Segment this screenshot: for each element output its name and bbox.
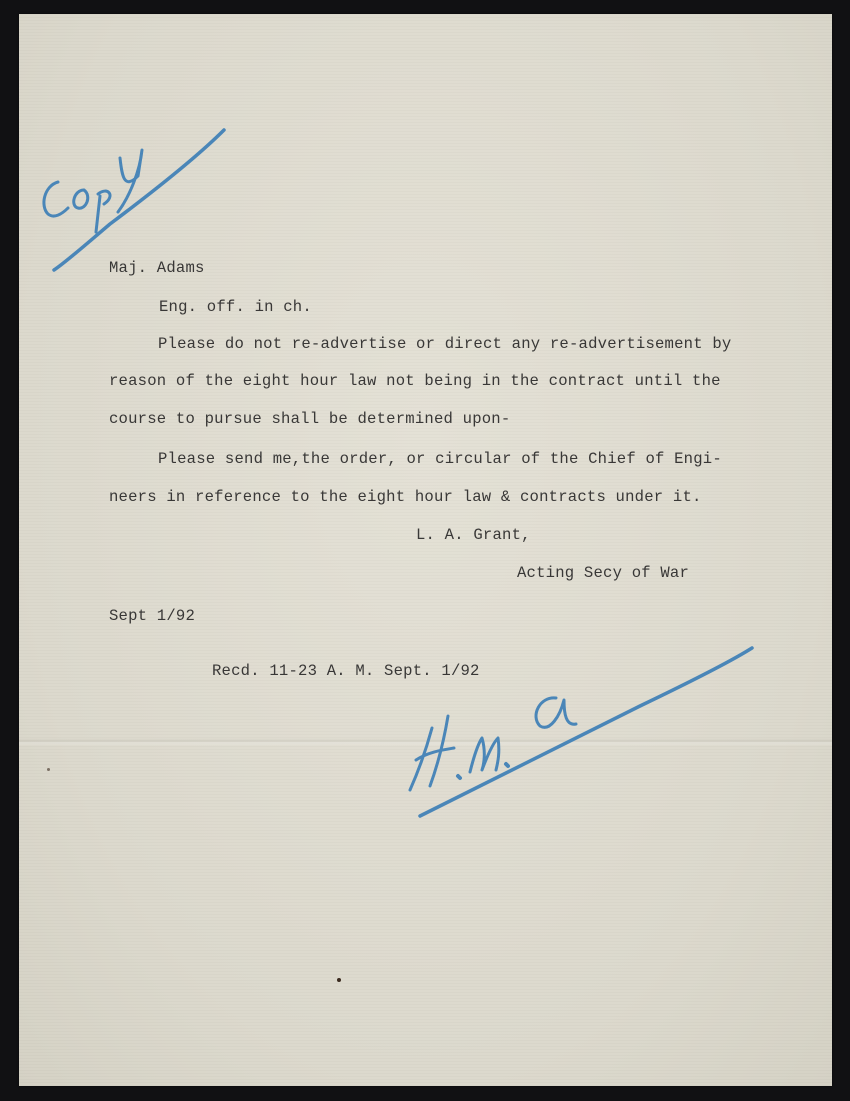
signature: L. A. Grant, <box>416 526 531 544</box>
body-line: course to pursue shall be determined upon- <box>109 410 511 428</box>
received-stamp-line: Recd. 11-23 A. M. Sept. 1/92 <box>212 662 480 680</box>
body-line: neers in reference to the eight hour law & contracts under it. <box>109 488 702 506</box>
salutation: Maj. Adams <box>109 259 205 277</box>
initials-handwritten-mark <box>410 648 752 816</box>
copy-handwritten-mark <box>44 130 224 270</box>
addressee-title: Eng. off. in ch. <box>159 298 312 316</box>
signer-title: Acting Secy of War <box>517 564 690 582</box>
body-line: reason of the eight hour law not being in the contract until the <box>109 372 721 390</box>
body-line: Please send me,the order, or circular of the Chief of Engi- <box>158 450 722 468</box>
body-line: Please do not re-advertise or direct any re-advertisement by <box>158 335 732 353</box>
date-line: Sept 1/92 <box>109 607 196 625</box>
